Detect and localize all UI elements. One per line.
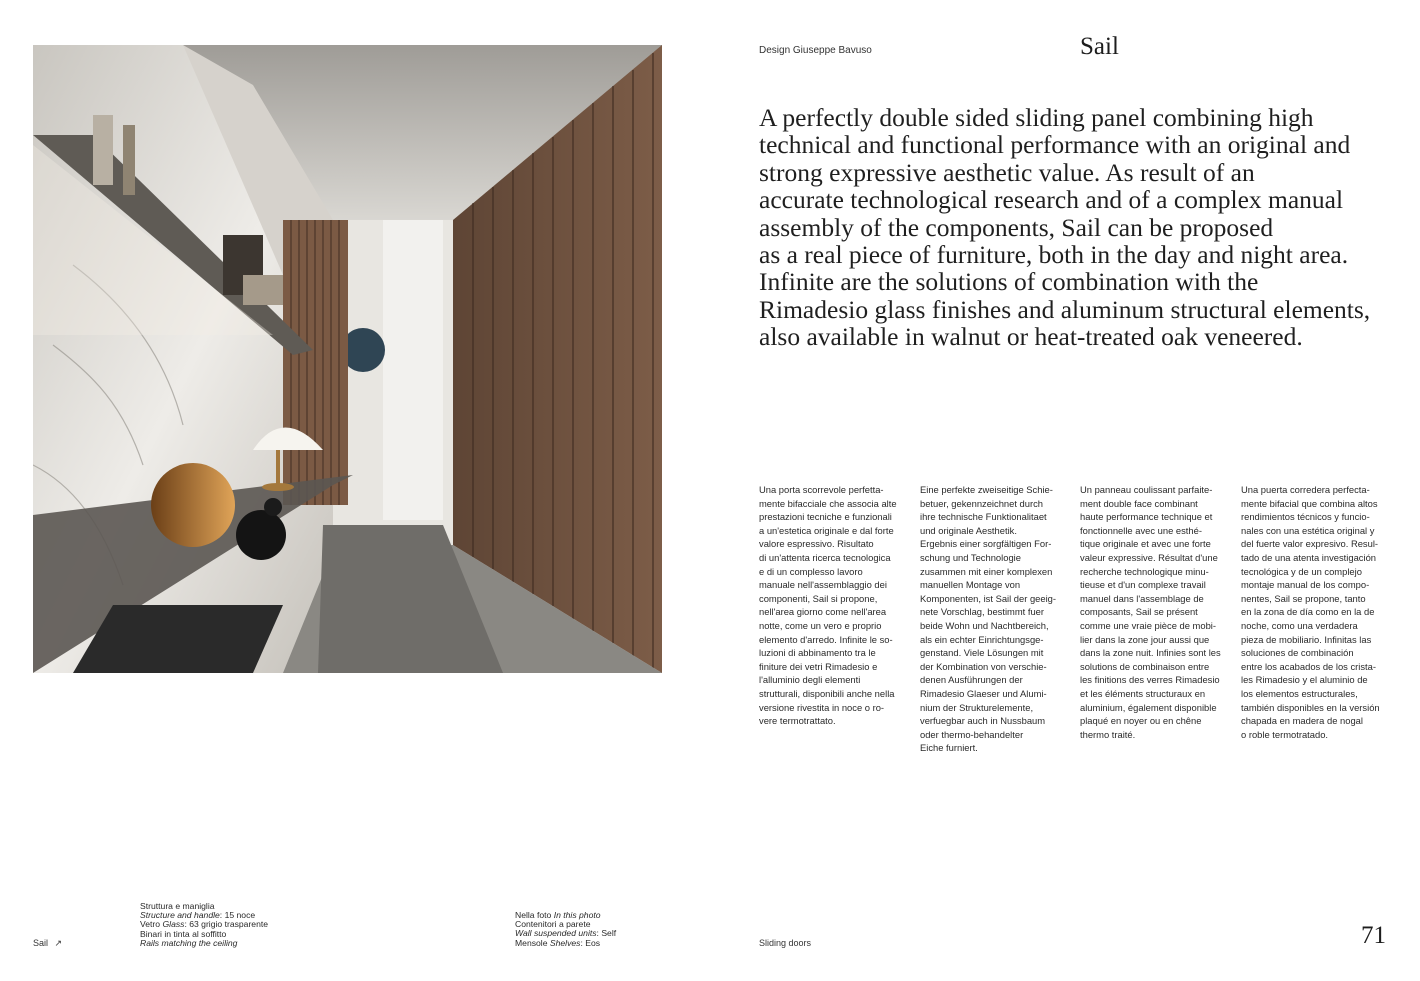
column-line: mente bifacial que combina altos — [1241, 497, 1378, 509]
column-line: en la zona de día como en la de — [1241, 606, 1375, 618]
column-line: verfuegbar auch in Nussbaum — [920, 715, 1046, 727]
column-line: versione rivestita in noce o ro- — [759, 701, 885, 713]
lead-line: Infinite are the solutions of combination with the — [759, 267, 1259, 297]
running-head-label: Sail — [33, 938, 49, 948]
page-number: 71 — [1361, 922, 1386, 949]
column-line: recherche technologique minu- — [1080, 565, 1209, 577]
spec-line: Rails matching the ceiling — [140, 937, 238, 948]
column-line: soluciones de combinación — [1241, 647, 1354, 659]
photo-notes — [515, 911, 616, 948]
column-line: valore espressivo. Risultato — [759, 538, 874, 550]
column-line: Una puerta corredera perfecta- — [1241, 484, 1370, 495]
page-title: Sail — [1080, 33, 1119, 60]
column-line: composants, Sail se présent — [1080, 606, 1198, 618]
column-line: aluminium, également disponible — [1080, 701, 1217, 713]
column-line: tique originale et avec une forte — [1080, 538, 1211, 550]
lead-line: technical and functional performance with an original and — [759, 130, 1351, 160]
column-line: chapada en madera de nogal — [1241, 715, 1363, 727]
column-line: genstand. Viele Lösungen mit — [920, 647, 1044, 659]
column-line: manuel dans l'assemblage de — [1080, 592, 1204, 604]
column-line: tado de una atenta investigación — [1241, 551, 1376, 563]
lead-paragraph — [759, 104, 1399, 351]
column-line: l'alluminio degli elementi — [759, 674, 861, 686]
column-line: dans la zone nuit. Infinies sont les — [1080, 647, 1221, 659]
spec-line: Vetro Glass: 63 grigio trasparente — [140, 919, 269, 930]
designer-credit: Design Giuseppe Bavuso — [759, 45, 872, 56]
column-line: valeur expressive. Résultat d'une — [1080, 551, 1218, 563]
column-spanish — [1241, 483, 1391, 741]
column-line: rendimientos técnicos y funcio- — [1241, 511, 1370, 523]
column-line: nell'area giorno come nell'area — [759, 606, 887, 618]
column-line: manuale nell'assemblaggio dei — [759, 579, 887, 591]
column-line: nales con una estética original y — [1241, 524, 1375, 536]
column-line: montaje manual de los compo- — [1241, 579, 1370, 591]
column-line: plaqué en noyer ou en chêne — [1080, 715, 1202, 727]
column-line: denen Ausführungen der — [920, 674, 1023, 686]
spec-line: Structure and handle: 15 noce — [140, 910, 256, 921]
column-line: haute performance technique et — [1080, 511, 1213, 523]
column-line: prestazioni tecniche e funzionali — [759, 511, 892, 523]
lead-line: also available in walnut or heat-treated oak veneered. — [759, 322, 1303, 352]
column-line: fonctionnelle avec une esthé- — [1080, 524, 1202, 536]
column-line: der Kombination von verschie- — [920, 660, 1047, 672]
column-line: lier dans la zone jour aussi que — [1080, 633, 1210, 645]
column-line: les finitions des verres Rimadesio — [1080, 674, 1220, 686]
column-line: tecnológica y de un complejo — [1241, 565, 1362, 577]
column-line: Rimadesio Glaeser und Alumi- — [920, 687, 1047, 699]
amber-disc — [151, 463, 235, 547]
column-line: Eiche furniert. — [920, 742, 978, 754]
column-line: nium der Strukturelemente, — [920, 701, 1034, 713]
column-line: elemento d'arredo. Infinite le so- — [759, 633, 893, 645]
finish-specs — [140, 902, 268, 948]
column-line: Un panneau coulissant parfaite- — [1080, 484, 1213, 495]
column-line: tieuse et d'un complexe travail — [1080, 579, 1206, 591]
column-line: thermo traité. — [1080, 728, 1136, 740]
column-line: nete Vorschlag, bestimmt fuer — [920, 606, 1045, 618]
column-line: también disponibles en la versión — [1241, 701, 1380, 713]
column-line: betuer, gekennzeichnet durch — [920, 497, 1044, 509]
column-line: Komponenten, ist Sail der geeig- — [920, 592, 1057, 604]
column-line: zusammen mit einer komplexen — [920, 565, 1053, 577]
column-line: ihre technische Funktionalitaet — [920, 511, 1047, 523]
column-line: Una porta scorrevole perfetta- — [759, 484, 884, 495]
spec-line: Struttura e maniglia — [140, 901, 215, 911]
column-line: los elementos estructurales, — [1241, 687, 1358, 699]
product-photo — [33, 45, 662, 673]
column-line: Eine perfekte zweiseitige Schie- — [920, 484, 1053, 495]
column-line: comme une vraie pièce de mobi- — [1080, 619, 1217, 631]
column-line: und originale Aesthetik. — [920, 524, 1017, 536]
column-line: manuellen Montage von — [920, 579, 1021, 591]
column-line: solutions de combinaison entre — [1080, 660, 1210, 672]
column-line: als ein echter Einrichtungsge- — [920, 633, 1044, 645]
column-line: entre los acabados de los crista- — [1241, 660, 1376, 672]
lead-line: as a real piece of furniture, both in the day and night area. — [759, 240, 1349, 270]
column-line: del fuerte valor expresivo. Resul- — [1241, 538, 1379, 550]
column-line: beide Wohn und Nachtbereich, — [920, 619, 1049, 631]
column-italian — [759, 483, 909, 728]
column-line: e di un complesso lavoro — [759, 565, 863, 577]
column-line: noche, como una verdadera — [1241, 619, 1358, 631]
lead-line: Rimadesio glass finishes and aluminum structural elements, — [759, 294, 1371, 324]
lead-line: strong expressive aesthetic value. As result of an — [759, 157, 1255, 187]
column-line: schung und Technologie — [920, 551, 1021, 563]
column-line: finiture dei vetri Rimadesio e — [759, 660, 878, 672]
running-head — [33, 938, 62, 949]
column-line: mente bifacciale che associa alte — [759, 497, 897, 509]
lead-line: A perfectly double sided sliding panel combining high — [759, 103, 1314, 132]
column-french — [1080, 483, 1230, 741]
note-line: Wall suspended units: Self — [515, 928, 617, 939]
column-german — [920, 483, 1070, 755]
spec-line: Binari in tinta al soffitto — [140, 928, 227, 939]
column-line: di un'attenta ricerca tecnologica — [759, 551, 891, 563]
arrow-up-right-icon: ↗ — [54, 938, 63, 948]
column-line: les Rimadesio y el aluminio de — [1241, 674, 1368, 686]
lead-line: assembly of the components, Sail can be proposed — [759, 212, 1274, 242]
section-label: Sliding doors — [759, 938, 812, 948]
column-line: notte, come un vero e proprio — [759, 619, 882, 631]
black-vase — [236, 510, 286, 560]
column-line: o roble termotratado. — [1241, 728, 1329, 740]
column-line: pieza de mobiliario. Infinitas las — [1241, 633, 1372, 645]
column-line: componenti, Sail si propone, — [759, 592, 878, 604]
lead-line: accurate technological research and of a complex manual — [759, 185, 1344, 215]
column-line: nentes, Sail se propone, tanto — [1241, 592, 1366, 604]
note-line: Nella foto In this photo — [515, 910, 601, 920]
column-line: ment double face combinant — [1080, 497, 1198, 509]
note-line: Contenitori a parete — [515, 919, 591, 930]
column-line: vere termotrattato. — [759, 715, 836, 727]
column-line: luzioni di abbinamento tra le — [759, 647, 876, 659]
note-line: Mensole Shelves: Eos — [515, 937, 601, 948]
column-line: Ergebnis einer sorgfältigen For- — [920, 538, 1052, 550]
column-line: a un'estetica originale e dal forte — [759, 524, 894, 536]
column-line: et les éléments structuraux en — [1080, 687, 1206, 699]
column-line: oder thermo-behandelter — [920, 728, 1024, 740]
column-line: strutturali, disponibili anche nella — [759, 687, 895, 699]
